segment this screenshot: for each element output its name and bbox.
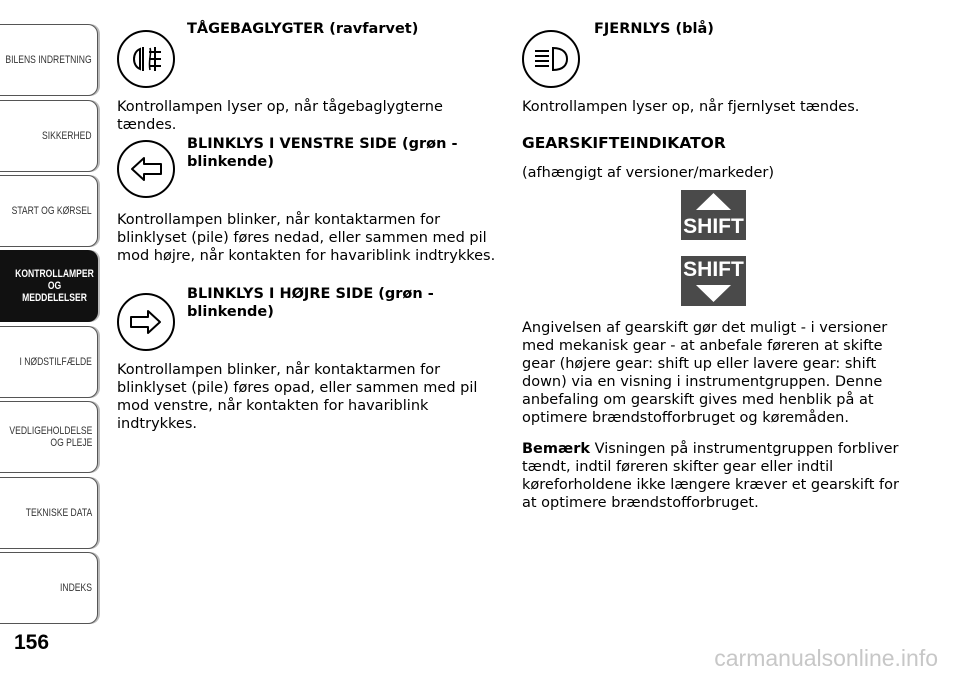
right-indicator-heading: BLINKLYS I HØJRE SIDE (grøn - blinkende)	[187, 286, 434, 320]
tab-sikkerhed[interactable]	[0, 100, 98, 172]
high-beam-icon	[522, 30, 580, 88]
shift-down-indicator	[681, 256, 746, 306]
fog-light-text: Kontrollampen lyser op, når tågebaglygterne tændes.	[117, 99, 443, 133]
left-indicator-heading: BLINKLYS I VENSTRE SIDE (grøn - blinkende)	[187, 136, 458, 170]
tab-start-og-korsel[interactable]	[0, 175, 98, 247]
watermark: carmanualsonline.info	[714, 645, 938, 671]
tab-label: BILENS INDRETNING	[5, 54, 92, 66]
shift-up-indicator	[681, 190, 746, 240]
tab-label: I NØDSTILFÆLDE	[19, 356, 92, 368]
tab-label: START OG KØRSEL	[11, 205, 92, 217]
fog-light-heading: TÅGEBAGLYGTER (ravfarvet)	[187, 21, 419, 37]
shift-down-label: SHIFT	[683, 258, 744, 281]
tab-tekniske-data[interactable]	[0, 477, 98, 549]
tab-vedligeholdelse[interactable]	[0, 401, 98, 473]
tab-bilens-indretning[interactable]	[0, 24, 98, 96]
tab-label: KONTROLLAMPER OG MEDDELELSER	[15, 268, 94, 304]
arrow-right-icon	[117, 293, 175, 351]
arrow-left-icon	[117, 140, 175, 198]
tab-i-nodstilfaelde[interactable]	[0, 326, 98, 398]
note-text: Visningen på instrumentgruppen forbliver tændt, indtil føreren skifter gear eller indtil køreforholdene ikke længere kræver et gearskift for at optimere brændstofforbruget.	[522, 441, 899, 511]
tab-label: VEDLIGEHOLDELSE OG PLEJE	[9, 425, 92, 449]
tab-indeks[interactable]	[0, 552, 98, 624]
left-indicator-text: Kontrollampen blinker, når kontaktarmen for blinklyset (pile) føres nedad, eller sammen med pil mod højre, når kontakten for havariblink indtrykkes.	[117, 212, 496, 264]
gearshift-heading: GEARSKIFTEINDIKATOR	[522, 134, 726, 152]
page-number: 156	[14, 631, 50, 654]
tab-kontrollamper[interactable]	[0, 250, 98, 322]
triangle-down-icon	[681, 256, 746, 306]
note-label: Bemærk	[522, 441, 590, 457]
high-beam-heading: FJERNLYS (blå)	[594, 21, 714, 37]
rear-fog-light-icon	[117, 30, 175, 88]
tab-label: TEKNISKE DATA	[25, 507, 92, 519]
high-beam-text: Kontrollampen lyser op, når fjernlyset tændes.	[522, 99, 860, 115]
shift-up-label: SHIFT	[683, 215, 744, 238]
gearshift-subtitle: (afhængigt af versioner/markeder)	[522, 165, 774, 181]
tab-label: INDEKS	[60, 582, 92, 594]
gearshift-note	[522, 440, 907, 512]
gearshift-text: Angivelsen af gearskift gør det muligt - i versioner med mekanisk gear - at anbefale føreren at skifte gear (højere gear: shift up eller lavere gear: shift down) via en visning i instrumentgruppen. Denne anbefaling om gearskift gives med henblik på at optimere brændstofforbruget og køremåden.	[522, 320, 888, 426]
tab-label: SIKKERHED	[42, 130, 92, 142]
right-indicator-text: Kontrollampen blinker, når kontaktarmen for blinklyset (pile) føres opad, eller sammen med pil mod venstre, når kontakten for havariblink indtrykkes.	[117, 362, 478, 432]
